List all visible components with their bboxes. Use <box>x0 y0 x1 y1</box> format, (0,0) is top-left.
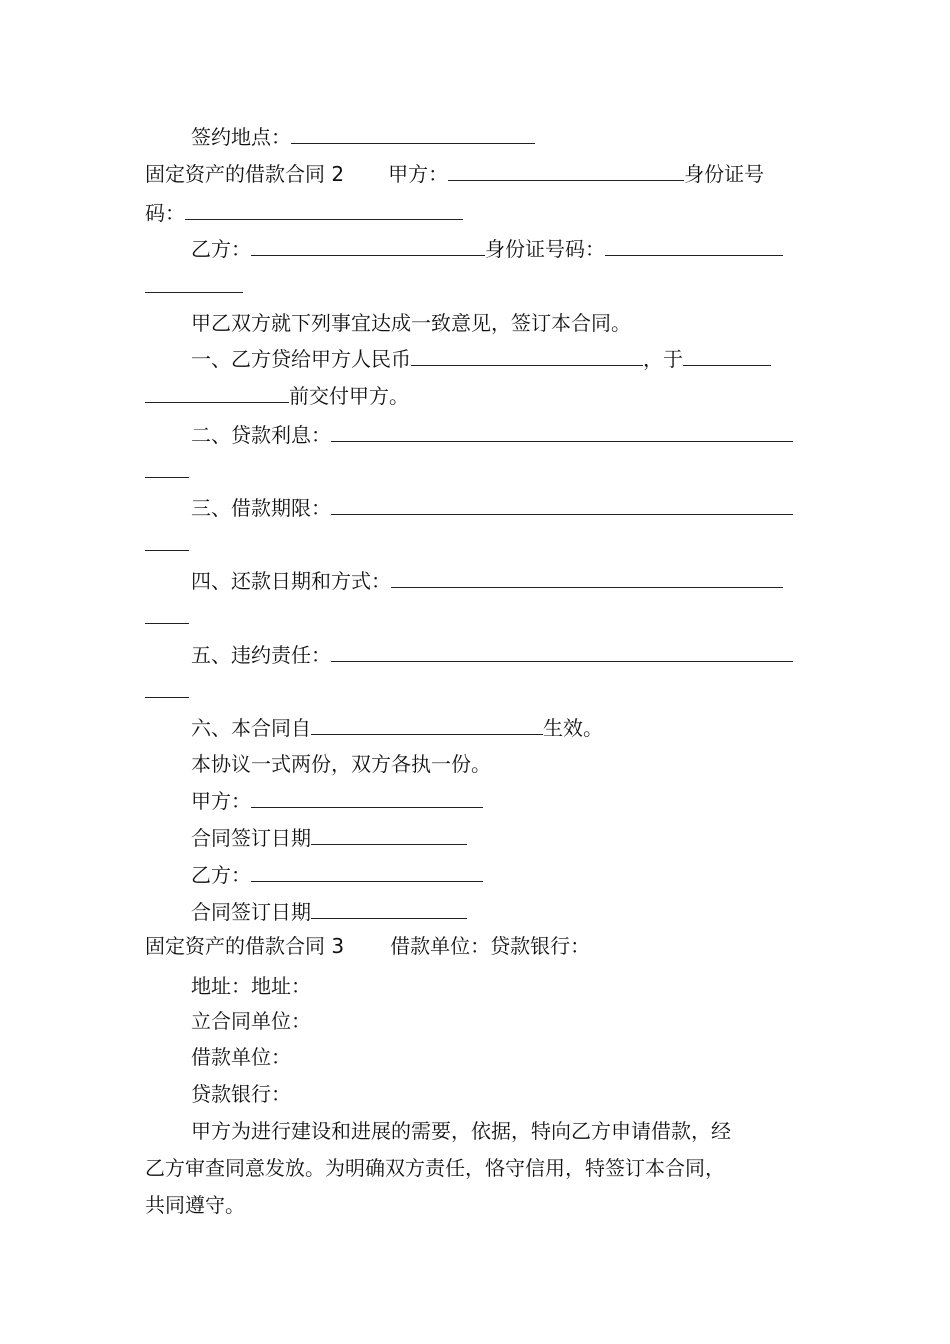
item2-line <box>191 419 793 449</box>
item2-label: 二、贷款利息： <box>191 423 331 447</box>
term-blank-cont <box>145 528 189 551</box>
party-a-label: 甲方： <box>388 162 449 186</box>
item1-line <box>191 343 771 373</box>
contract3-title: 固定资产的借款合同 3 <box>145 934 345 958</box>
delivery-date-blank <box>683 343 771 366</box>
repayment-blank <box>391 565 783 588</box>
borrower-text: 借款单位： <box>191 1045 291 1069</box>
date-a-blank <box>311 822 467 845</box>
sign-place-line <box>191 121 535 151</box>
liability-blank <box>331 639 793 662</box>
sign-place-blank <box>291 121 535 144</box>
copies-text: 本协议一式两份，双方各执一份。 <box>191 752 491 776</box>
party-b-line <box>191 233 783 263</box>
sign-a-label: 甲方： <box>191 789 251 813</box>
effective-date-blank <box>311 712 543 735</box>
date-a-line <box>191 822 467 852</box>
id-number-b-blank-cont <box>145 270 243 293</box>
item3-line <box>191 492 793 522</box>
contract3-para-line-1 <box>191 1117 731 1145</box>
sign-a-blank <box>251 785 483 808</box>
item5-line <box>191 639 793 669</box>
sign-b-line <box>191 859 483 889</box>
term-blank <box>331 492 793 515</box>
date-b-line <box>191 896 467 926</box>
id-number-b-label: 身份证号码： <box>485 237 605 261</box>
agreement-text: 甲乙双方就下列事宜达成一致意见，签订本合同。 <box>191 311 631 335</box>
item1-cont-line <box>145 380 409 410</box>
id-number-b-blank <box>605 233 783 256</box>
party-b-label: 乙方： <box>191 237 251 261</box>
interest-blank <box>331 419 793 442</box>
item3-label: 三、借款期限： <box>191 496 331 520</box>
item4-cont-line <box>145 601 189 631</box>
bank-text: 贷款银行： <box>191 1082 291 1106</box>
contract2-title-line <box>145 158 764 188</box>
interest-blank-cont <box>145 455 189 478</box>
sign-b-blank <box>251 859 483 882</box>
contract3-para-text-2: 乙方审查同意发放。为明确双方责任，恪守信用，特签订本合同， <box>145 1156 725 1180</box>
contract3-title-line <box>145 932 590 960</box>
item5-cont-line <box>145 675 189 705</box>
unit-text: 立合同单位： <box>191 1009 311 1033</box>
delivery-date-blank-cont <box>145 380 289 403</box>
contract2-title: 固定资产的借款合同 2 <box>145 162 345 186</box>
contract3-para-line-2 <box>145 1154 725 1182</box>
unit-line <box>191 1007 311 1035</box>
amount-blank <box>411 343 643 366</box>
id-number-b-cont-line <box>145 270 243 300</box>
contract3-para-line-3 <box>145 1191 245 1219</box>
item1-end: 前交付甲方。 <box>289 384 409 408</box>
borrower-line <box>191 1043 291 1071</box>
contract3-header: 借款单位：贷款银行： <box>390 934 591 958</box>
id-number-cont-line <box>145 197 463 227</box>
item4-label: 四、还款日期和方式： <box>191 569 391 593</box>
id-number-blank <box>185 197 463 220</box>
sign-place-label: 签约地点： <box>191 125 291 149</box>
item4-line <box>191 565 783 595</box>
date-a-label: 合同签订日期 <box>191 826 311 850</box>
item6-end: 生效。 <box>543 716 603 740</box>
date-b-blank <box>311 896 467 919</box>
party-a-blank <box>448 158 684 181</box>
agreement-line <box>191 309 631 337</box>
item3-cont-line <box>145 528 189 558</box>
contract3-para-text-3: 共同遵守。 <box>145 1193 245 1217</box>
contract3-para-text-1: 甲方为进行建设和进展的需要，依据，特向乙方申请借款，经 <box>191 1119 731 1143</box>
id-number-cont: 码： <box>145 201 185 225</box>
sign-b-label: 乙方： <box>191 863 251 887</box>
item6-label: 六、本合同自 <box>191 716 311 740</box>
party-b-blank <box>251 233 485 256</box>
item6-line <box>191 712 603 742</box>
address-line <box>191 972 311 1000</box>
date-b-label: 合同签订日期 <box>191 900 311 924</box>
id-number-label: 身份证号 <box>684 162 765 186</box>
item5-label: 五、违约责任： <box>191 643 331 667</box>
item1-mid: ，于 <box>643 347 683 371</box>
repayment-blank-cont <box>145 601 189 624</box>
liability-blank-cont <box>145 675 189 698</box>
address-text: 地址：地址： <box>191 974 311 998</box>
sign-a-line <box>191 785 483 815</box>
copies-line <box>191 750 491 778</box>
bank-line <box>191 1080 291 1108</box>
item2-cont-line <box>145 455 189 485</box>
item1-label: 一、乙方贷给甲方人民币 <box>191 347 411 371</box>
